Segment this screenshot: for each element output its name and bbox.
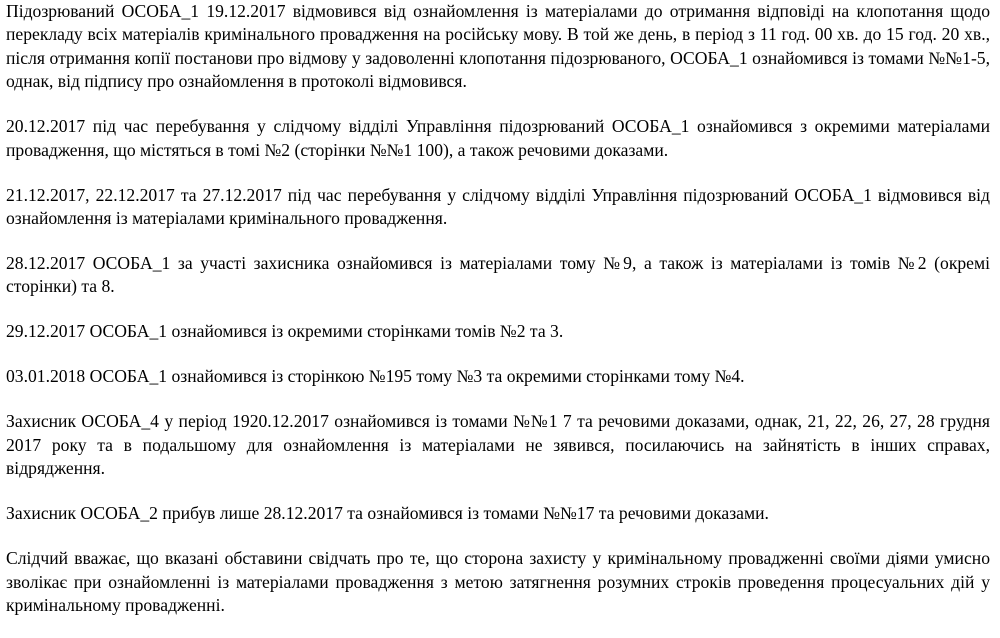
paragraph-investigator-conclusion: Слідчий вважає, що вказані обставини свідчать про те, що сторона захисту у кримінальному провадженні своїми діями умисно зволікає при ознайомленні із матеріалами провадження з метою затягнення розумних строків проведення процесуальних дій у кримінальному провадженні. bbox=[6, 548, 990, 616]
paragraph-21-27-12: 21.12.2017, 22.12.2017 та 27.12.2017 під час перебування у слідчому відділі Управління підозрюваний ОСОБА_1 відмовився від ознайомлення із матеріалами кримінального провадження. bbox=[6, 184, 990, 229]
paragraph-20-12: 20.12.2017 під час перебування у слідчому відділі Управління підозрюваний ОСОБА_1 ознайомився з окремими матеріалами провадження, що містяться в томі №2 (сторінки №№1 100), а також речовими доказами. bbox=[6, 116, 990, 160]
paragraph-03-01: 03.01.2018 ОСОБА_1 ознайомився із сторінкою №195 тому №3 та окремими сторінками тому №4. bbox=[6, 366, 745, 387]
paragraph-defender-osoba-2: Захисник ОСОБА_2 прибув лише 28.12.2017 та ознайомився із томами №№17 та речовими доказами. bbox=[6, 503, 769, 524]
paragraph-29-12: 29.12.2017 ОСОБА_1 ознайомився із окремими сторінками томів №2 та 3. bbox=[6, 321, 564, 342]
paragraph-refusal-19-12: Підозрюваний ОСОБА_1 19.12.2017 відмовився від ознайомлення із матеріалами до отримання відповіді на клопотання щодо перекладу всіх матеріалів кримінального провадження на російську мову. В той же день, в період з 11 год. 00 хв. до 15 год. 20 хв., після отримання копії постанови про відмову у задоволенні клопотання підозрюваного, ОСОБА_1 ознайомився із томами №№1-5, однак, від підпису про ознайомлення в протоколі відмовився. bbox=[6, 1, 990, 92]
paragraph-28-12: 28.12.2017 ОСОБА_1 за участі захисника ознайомився із матеріалами тому №9, а також із матеріалами із томів №2 (окремі сторінки) та 8. bbox=[6, 253, 990, 297]
document-body bbox=[6, 0, 990, 617]
paragraph-defender-osoba-4: Захисник ОСОБА_4 у період 1920.12.2017 ознайомився із томами №№1 7 та речовими доказами, однак, 21, 22, 26, 27, 28 грудня 2017 року та в подальшому для ознайомлення із матеріалами не зявився, посилаючись на зайнятість в інших справах, відрядження. bbox=[6, 411, 990, 479]
